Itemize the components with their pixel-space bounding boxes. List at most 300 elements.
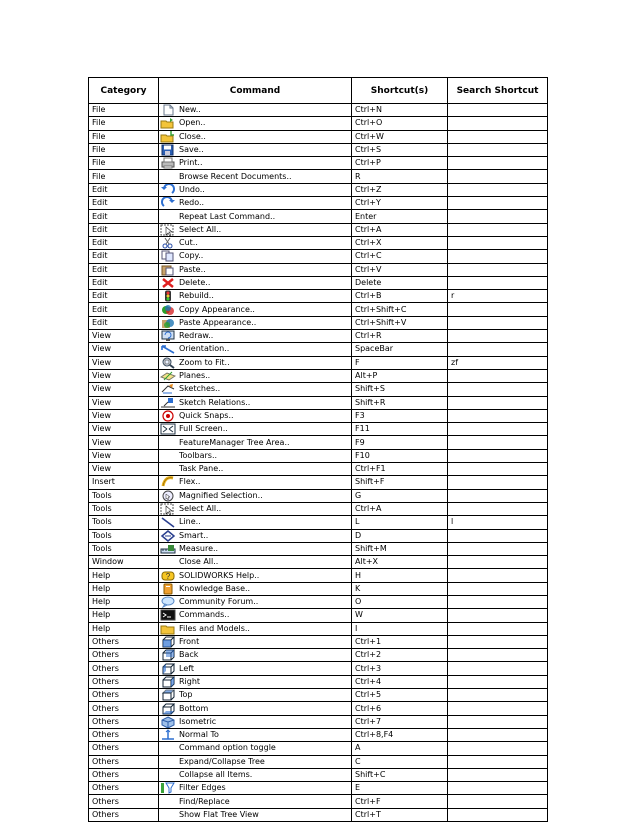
search-shortcut-cell — [448, 143, 548, 156]
command-label: Bottom — [179, 703, 209, 713]
command-label: Left — [179, 663, 195, 673]
category-cell: Others — [89, 795, 159, 808]
search-shortcut-cell — [448, 609, 548, 622]
table-row — [89, 808, 548, 821]
category-cell: Edit — [89, 276, 159, 289]
rebuild-traffic-light-icon — [159, 290, 177, 302]
view-isometric-icon — [159, 716, 177, 728]
command-label: New.. — [179, 105, 201, 115]
category-cell: Others — [89, 675, 159, 688]
search-shortcut-cell — [448, 316, 548, 329]
shortcut-cell: Ctrl+N — [352, 104, 448, 117]
normal-to-icon — [159, 729, 177, 741]
category-cell: View — [89, 330, 159, 343]
search-shortcut-cell — [448, 675, 548, 688]
shortcut-cell: Shift+R — [352, 396, 448, 409]
command-label: Files and Models.. — [179, 623, 250, 633]
table-row — [89, 104, 548, 117]
command-label: Rebuild.. — [179, 291, 214, 301]
command-cell — [159, 542, 352, 555]
shortcut-cell: Ctrl+Shift+C — [352, 303, 448, 316]
shortcut-cell: Enter — [352, 210, 448, 223]
search-shortcut-cell — [448, 595, 548, 608]
search-shortcut-cell — [448, 117, 548, 130]
command-label: Measure.. — [179, 543, 219, 553]
command-cell — [159, 489, 352, 502]
command-cell — [159, 622, 352, 635]
table-row — [89, 197, 548, 210]
command-cell — [159, 369, 352, 382]
command-cell — [159, 263, 352, 276]
new-document-icon — [159, 104, 177, 116]
category-cell: Tools — [89, 516, 159, 529]
shortcut-cell: SpaceBar — [352, 343, 448, 356]
command-label: Magnified Selection.. — [179, 490, 263, 500]
redo-icon — [159, 197, 177, 209]
command-cell — [159, 143, 352, 156]
icon-slot — [159, 171, 177, 183]
command-cell — [159, 383, 352, 396]
category-cell: View — [89, 449, 159, 462]
command-cell — [159, 170, 352, 183]
table-row — [89, 449, 548, 462]
table-row — [89, 369, 548, 382]
table-row — [89, 157, 548, 170]
command-cell — [159, 250, 352, 263]
shortcut-cell: Shift+F — [352, 476, 448, 489]
command-cell — [159, 649, 352, 662]
table-row — [89, 236, 548, 249]
table-row — [89, 476, 548, 489]
shortcut-cell: Delete — [352, 276, 448, 289]
table-row — [89, 316, 548, 329]
command-cell — [159, 236, 352, 249]
shortcut-cell: Ctrl+X — [352, 236, 448, 249]
icon-slot — [159, 463, 177, 475]
search-shortcut-cell — [448, 276, 548, 289]
table-row — [89, 383, 548, 396]
command-cell — [159, 609, 352, 622]
help-icon — [159, 570, 177, 582]
zoom-to-fit-icon — [159, 357, 177, 369]
command-cell — [159, 436, 352, 449]
table-row — [89, 782, 548, 795]
icon-slot — [159, 437, 177, 449]
shortcut-cell: Ctrl+W — [352, 130, 448, 143]
commands-terminal-icon — [159, 609, 177, 621]
shortcut-cell: Alt+X — [352, 556, 448, 569]
shortcut-cell: F11 — [352, 423, 448, 436]
search-shortcut-cell — [448, 436, 548, 449]
search-shortcut-cell — [448, 569, 548, 582]
shortcut-cell: Shift+S — [352, 383, 448, 396]
icon-slot — [159, 796, 177, 808]
shortcut-cell: Ctrl+4 — [352, 675, 448, 688]
icon-slot — [159, 742, 177, 754]
shortcut-cell: F — [352, 356, 448, 369]
shortcut-cell: R — [352, 170, 448, 183]
measure-icon — [159, 543, 177, 555]
table-row — [89, 622, 548, 635]
search-shortcut-cell — [448, 689, 548, 702]
icon-slot — [159, 556, 177, 568]
category-cell: Edit — [89, 316, 159, 329]
table-row — [89, 755, 548, 768]
shortcut-cell: Ctrl+5 — [352, 689, 448, 702]
search-shortcut-cell — [448, 529, 548, 542]
search-shortcut-cell — [448, 728, 548, 741]
view-top-icon — [159, 689, 177, 701]
command-cell — [159, 343, 352, 356]
command-cell — [159, 290, 352, 303]
scissors-icon — [159, 237, 177, 249]
command-label: Sketches.. — [179, 384, 221, 394]
command-label: Task Pane.. — [179, 464, 224, 474]
category-cell: Others — [89, 755, 159, 768]
search-shortcut-cell — [448, 556, 548, 569]
shortcut-cell: Ctrl+F1 — [352, 463, 448, 476]
shortcut-cell: Ctrl+O — [352, 117, 448, 130]
table-row — [89, 409, 548, 422]
category-cell: Others — [89, 689, 159, 702]
command-label: Open.. — [179, 118, 206, 128]
command-cell — [159, 808, 352, 821]
search-shortcut-cell — [448, 383, 548, 396]
select-all-icon — [159, 224, 177, 236]
table-row — [89, 556, 548, 569]
search-shortcut-cell — [448, 582, 548, 595]
table-row — [89, 130, 548, 143]
shortcut-cell: Ctrl+R — [352, 330, 448, 343]
category-cell: Edit — [89, 303, 159, 316]
search-shortcut-cell — [448, 782, 548, 795]
search-shortcut-cell — [448, 104, 548, 117]
command-cell — [159, 795, 352, 808]
category-cell: View — [89, 409, 159, 422]
command-cell — [159, 755, 352, 768]
category-cell: Help — [89, 582, 159, 595]
paste-appearance-icon — [159, 317, 177, 329]
command-label: Find/Replace — [179, 796, 230, 806]
shortcut-cell: Ctrl+8,F4 — [352, 728, 448, 741]
search-shortcut-cell — [448, 183, 548, 196]
sketches-icon — [159, 383, 177, 395]
shortcut-cell: W — [352, 609, 448, 622]
table-row — [89, 356, 548, 369]
category-cell: Others — [89, 635, 159, 648]
command-cell — [159, 223, 352, 236]
category-cell: View — [89, 463, 159, 476]
command-cell — [159, 502, 352, 515]
table-row — [89, 569, 548, 582]
table-row — [89, 689, 548, 702]
table-row — [89, 290, 548, 303]
delete-x-icon — [159, 277, 177, 289]
command-label: Top — [179, 690, 193, 700]
category-cell: File — [89, 130, 159, 143]
shortcut-cell: O — [352, 595, 448, 608]
command-label: SOLIDWORKS Help.. — [179, 570, 260, 580]
command-cell — [159, 529, 352, 542]
command-label: Collapse all Items. — [179, 769, 253, 779]
search-shortcut-cell — [448, 622, 548, 635]
search-shortcut-cell — [448, 263, 548, 276]
view-right-icon — [159, 676, 177, 688]
search-shortcut-cell — [448, 755, 548, 768]
magnified-selection-icon — [159, 490, 177, 502]
view-back-icon — [159, 649, 177, 661]
shortcut-cell: F3 — [352, 409, 448, 422]
view-front-icon — [159, 636, 177, 648]
command-cell — [159, 330, 352, 343]
command-label: Paste Appearance.. — [179, 317, 257, 327]
table-row — [89, 542, 548, 555]
shortcut-cell: Ctrl+Z — [352, 183, 448, 196]
command-cell — [159, 768, 352, 781]
category-cell: Edit — [89, 290, 159, 303]
shortcut-cell: E — [352, 782, 448, 795]
search-shortcut-cell: r — [448, 290, 548, 303]
command-cell — [159, 197, 352, 210]
category-cell: View — [89, 423, 159, 436]
table-row — [89, 529, 548, 542]
shortcut-cell: F10 — [352, 449, 448, 462]
shortcut-cell: Ctrl+Shift+V — [352, 316, 448, 329]
command-cell — [159, 556, 352, 569]
orientation-icon — [159, 343, 177, 355]
search-shortcut-cell — [448, 130, 548, 143]
table-row — [89, 795, 548, 808]
redraw-monitor-icon — [159, 330, 177, 342]
command-label: Browse Recent Documents.. — [179, 171, 292, 181]
category-cell: Others — [89, 768, 159, 781]
table-row — [89, 489, 548, 502]
table-row — [89, 423, 548, 436]
command-label: Undo.. — [179, 184, 205, 194]
shortcut-table — [88, 77, 548, 822]
command-cell — [159, 130, 352, 143]
command-label: Sketch Relations.. — [179, 397, 251, 407]
shortcut-cell: I — [352, 622, 448, 635]
command-cell — [159, 316, 352, 329]
command-cell — [159, 449, 352, 462]
command-label: Right — [179, 676, 201, 686]
shortcut-cell: Ctrl+F — [352, 795, 448, 808]
table-row — [89, 582, 548, 595]
command-cell — [159, 276, 352, 289]
view-bottom-icon — [159, 703, 177, 715]
table-row — [89, 649, 548, 662]
command-label: Save.. — [179, 145, 204, 155]
category-cell: Tools — [89, 502, 159, 515]
full-screen-icon — [159, 423, 177, 435]
command-cell — [159, 396, 352, 409]
table-row — [89, 516, 548, 529]
search-shortcut-cell — [448, 502, 548, 515]
category-cell: Others — [89, 702, 159, 715]
command-cell — [159, 516, 352, 529]
search-shortcut-cell — [448, 649, 548, 662]
table-row — [89, 303, 548, 316]
category-cell: Others — [89, 728, 159, 741]
icon-slot — [159, 450, 177, 462]
category-cell: Others — [89, 808, 159, 821]
command-cell — [159, 117, 352, 130]
search-shortcut-cell — [448, 170, 548, 183]
command-label: Select All.. — [179, 504, 222, 514]
table-row — [89, 675, 548, 688]
table-row — [89, 768, 548, 781]
category-cell: Help — [89, 569, 159, 582]
smart-dimension-icon — [159, 530, 177, 542]
icon-slot — [159, 211, 177, 223]
shortcut-cell: K — [352, 582, 448, 595]
table-row — [89, 183, 548, 196]
icon-slot — [159, 769, 177, 781]
shortcut-cell: Ctrl+2 — [352, 649, 448, 662]
command-label: Zoom to Fit.. — [179, 357, 230, 367]
header-command: Command — [159, 78, 352, 104]
printer-icon — [159, 157, 177, 169]
command-label: Front — [179, 637, 200, 647]
search-shortcut-cell — [448, 157, 548, 170]
command-cell — [159, 742, 352, 755]
shortcut-cell: Ctrl+S — [352, 143, 448, 156]
search-shortcut-cell: l — [448, 516, 548, 529]
command-cell — [159, 689, 352, 702]
command-cell — [159, 409, 352, 422]
command-label: Show Flat Tree View — [179, 809, 259, 819]
command-cell — [159, 210, 352, 223]
command-label: Toolbars.. — [179, 450, 218, 460]
category-cell: Help — [89, 595, 159, 608]
category-cell: Tools — [89, 542, 159, 555]
command-label: Full Screen.. — [179, 424, 228, 434]
command-cell — [159, 356, 352, 369]
category-cell: Edit — [89, 263, 159, 276]
search-shortcut-cell: zf — [448, 356, 548, 369]
community-forum-icon — [159, 596, 177, 608]
shortcut-cell: Ctrl+A — [352, 502, 448, 515]
shortcut-cell: Ctrl+1 — [352, 635, 448, 648]
category-cell: Others — [89, 662, 159, 675]
command-label: Repeat Last Command.. — [179, 211, 276, 221]
command-label: Delete.. — [179, 278, 211, 287]
svg-text:?: ? — [165, 571, 171, 581]
command-label: Redo.. — [179, 198, 205, 208]
table-row — [89, 223, 548, 236]
search-shortcut-cell — [448, 463, 548, 476]
icon-slot — [159, 809, 177, 821]
search-shortcut-cell — [448, 343, 548, 356]
table-row — [89, 276, 548, 289]
command-label: Close.. — [179, 131, 206, 141]
search-shortcut-cell — [448, 369, 548, 382]
shortcut-cell: Ctrl+3 — [352, 662, 448, 675]
search-shortcut-cell — [448, 423, 548, 436]
command-label: Print.. — [179, 158, 203, 168]
search-shortcut-cell — [448, 476, 548, 489]
search-shortcut-cell — [448, 250, 548, 263]
search-shortcut-cell — [448, 768, 548, 781]
search-shortcut-cell — [448, 409, 548, 422]
files-folder-icon — [159, 623, 177, 635]
command-label: Cut.. — [179, 238, 198, 248]
category-cell: View — [89, 436, 159, 449]
shortcut-cell: Shift+M — [352, 542, 448, 555]
shortcut-cell: L — [352, 516, 448, 529]
category-cell: Others — [89, 715, 159, 728]
table-row — [89, 330, 548, 343]
shortcut-cell: D — [352, 529, 448, 542]
table-row — [89, 343, 548, 356]
command-cell — [159, 675, 352, 688]
command-label: Paste.. — [179, 264, 206, 274]
category-cell: Help — [89, 622, 159, 635]
knowledge-base-icon — [159, 583, 177, 595]
header-shortcuts: Shortcut(s) — [352, 78, 448, 104]
category-cell: File — [89, 104, 159, 117]
command-label: Community Forum.. — [179, 597, 259, 607]
shortcut-cell: Ctrl+6 — [352, 702, 448, 715]
shortcut-cell: Shift+C — [352, 768, 448, 781]
search-shortcut-cell — [448, 396, 548, 409]
category-cell: View — [89, 356, 159, 369]
select-all-icon — [159, 503, 177, 515]
table-row — [89, 635, 548, 648]
search-shortcut-cell — [448, 808, 548, 821]
shortcut-cell: Ctrl+A — [352, 223, 448, 236]
command-label: Line.. — [179, 517, 201, 527]
search-shortcut-cell — [448, 330, 548, 343]
header-category: Category — [89, 78, 159, 104]
command-label: Quick Snaps.. — [179, 410, 234, 420]
search-shortcut-cell — [448, 795, 548, 808]
command-label: Redraw.. — [179, 331, 214, 341]
search-shortcut-cell — [448, 489, 548, 502]
undo-icon — [159, 184, 177, 196]
shortcut-cell: Ctrl+V — [352, 263, 448, 276]
shortcut-cell: Ctrl+C — [352, 250, 448, 263]
header-search-shortcut: Search Shortcut — [448, 78, 548, 104]
category-cell: Edit — [89, 223, 159, 236]
category-cell: Others — [89, 742, 159, 755]
table-row — [89, 250, 548, 263]
category-cell: Tools — [89, 489, 159, 502]
shortcut-cell: C — [352, 755, 448, 768]
shortcut-cell: Ctrl+P — [352, 157, 448, 170]
command-cell — [159, 728, 352, 741]
category-cell: Edit — [89, 183, 159, 196]
table-row — [89, 463, 548, 476]
shortcut-cell: G — [352, 489, 448, 502]
planes-icon — [159, 370, 177, 382]
command-cell — [159, 569, 352, 582]
search-shortcut-cell — [448, 223, 548, 236]
category-cell: File — [89, 143, 159, 156]
category-cell: File — [89, 170, 159, 183]
command-cell — [159, 595, 352, 608]
category-cell: View — [89, 343, 159, 356]
command-label: Command option toggle — [179, 743, 276, 753]
view-left-icon — [159, 663, 177, 675]
line-icon — [159, 516, 177, 528]
command-cell — [159, 662, 352, 675]
command-label: Planes.. — [179, 371, 211, 381]
category-cell: Others — [89, 782, 159, 795]
search-shortcut-cell — [448, 662, 548, 675]
shortcut-cell: Alt+P — [352, 369, 448, 382]
